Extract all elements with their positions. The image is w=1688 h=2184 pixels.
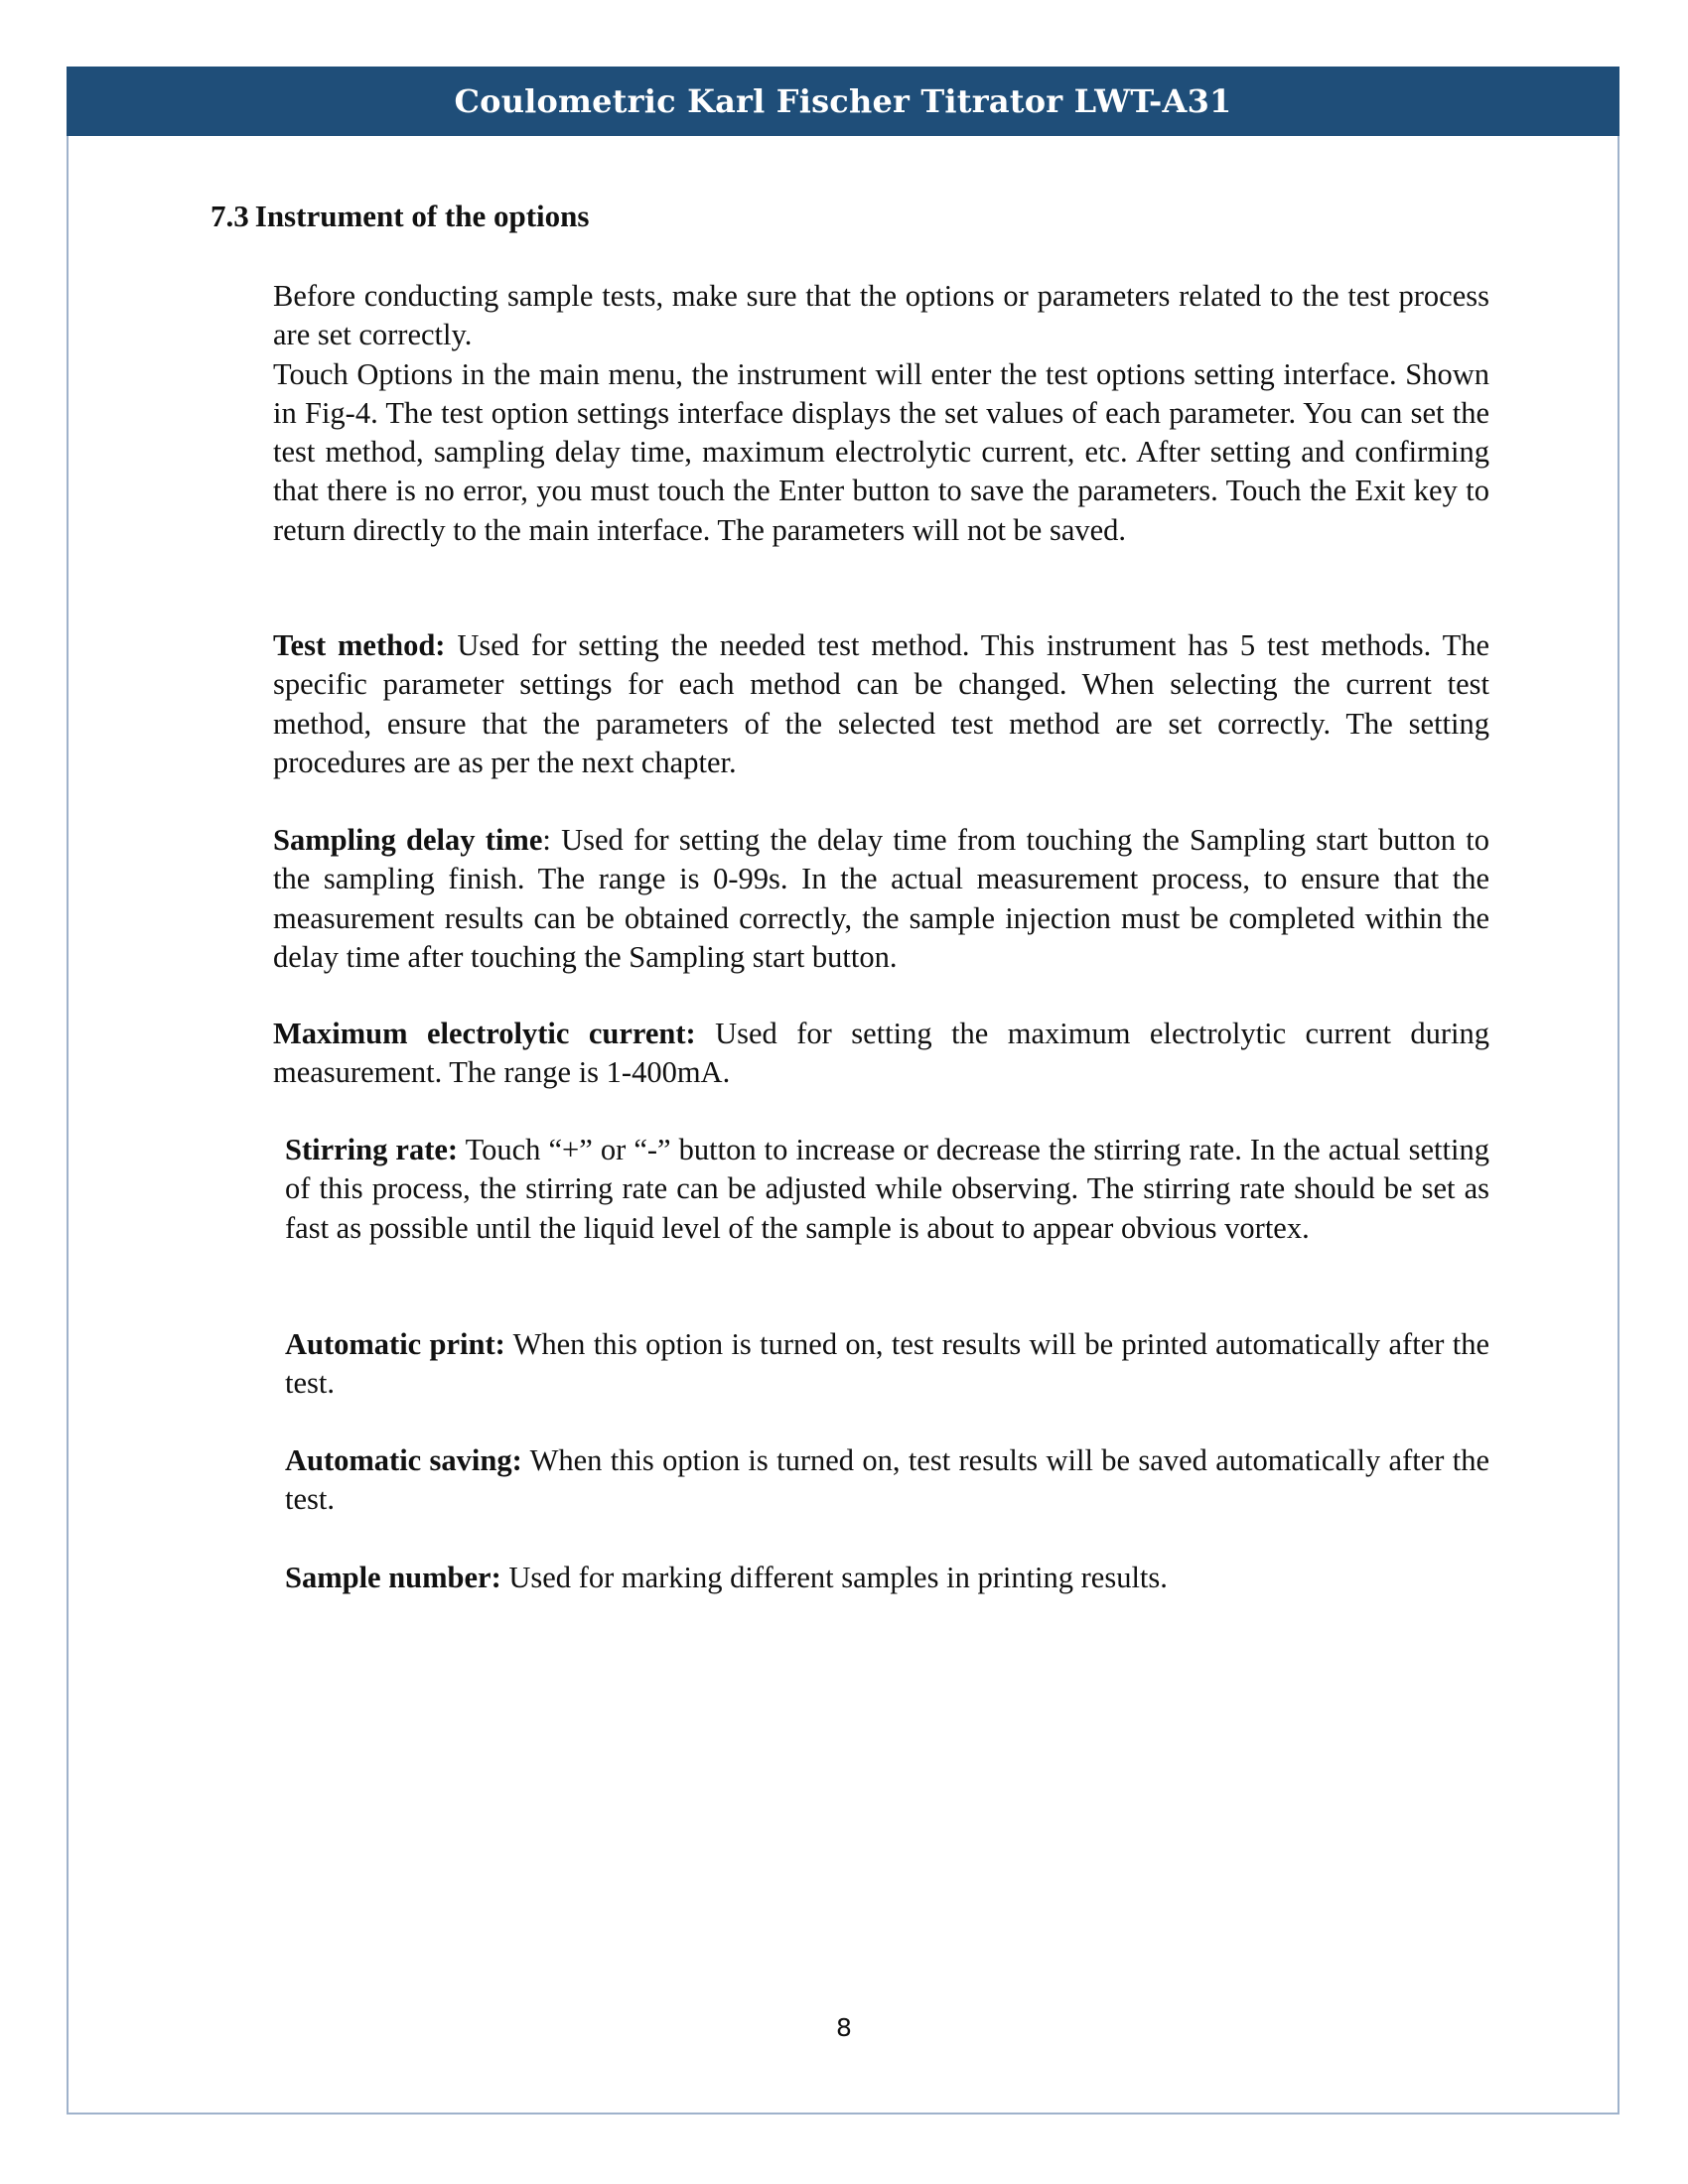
page-number: 8 — [836, 2013, 852, 2042]
intro-sentence-2: Touch Options in the main menu, the instrument will enter the test options setting interface. Shown in Fig-4. The test option settings interface displays the set values of each parameter. You can set the test method, sampling delay time, maximum electrolytic current, etc. After setting and confirming that there is no error, you must touch the Enter button to save the parameters. Touch the Exit key to return directly to the main interface. The parameters will not be saved. — [273, 356, 1489, 547]
option-automatic-saving — [285, 1441, 1489, 1520]
option-description: When this option is turned on, test results will be saved automatically after the test. — [285, 1443, 1489, 1517]
option-term: Test method: — [273, 628, 446, 662]
document-title: Coulometric Karl Fischer Titrator LWT-A31 — [454, 82, 1232, 120]
option-description: When this option is turned on, test results will be printed automatically after the test. — [285, 1327, 1489, 1401]
option-description: : Used for setting the delay time from touching the Sampling start button to the sampling finish. The range is 0-99s. In the actual measurement process, to ensure that the measurement results can be obtained correctly, the sample injection must be completed within the delay time after touching the Sampling start button. — [273, 823, 1489, 974]
option-stirring-rate — [285, 1131, 1489, 1248]
intro-paragraph — [273, 277, 1489, 550]
document-header — [67, 67, 1619, 136]
option-term: Sampling delay time — [273, 823, 543, 857]
option-sampling-delay-time — [273, 821, 1489, 977]
section-heading — [211, 199, 589, 234]
option-maximum-electrolytic-current — [273, 1015, 1489, 1093]
option-description: Touch “+” or “-” button to increase or decrease the stirring rate. In the actual setting of this process, the stirring rate can be adjusted while observing. The stirring rate should be set as fast as possible until the liquid level of the sample is about to appear obvious vortex. — [285, 1133, 1489, 1245]
section-title: Instrument of the options — [254, 199, 590, 233]
option-term: Automatic saving: — [285, 1443, 522, 1477]
option-description: Used for setting the needed test method. This instrument has 5 test methods. The specific parameter settings for each method can be changed. When selecting the current test method, ensure that the parameters of the selected test method are set correctly. The setting procedures are as per the next chapter. — [273, 628, 1489, 779]
option-test-method — [273, 626, 1489, 782]
option-term: Automatic print: — [285, 1327, 505, 1361]
option-automatic-print — [285, 1325, 1489, 1404]
option-term: Maximum electrolytic current: — [273, 1017, 696, 1050]
option-term: Sample number: — [285, 1561, 501, 1594]
option-description: Used for setting the maximum electrolytic current during measurement. The range is 1-400mA. — [273, 1017, 1490, 1090]
option-sample-number — [285, 1559, 1489, 1597]
option-description: Used for marking different samples in printing results. — [500, 1561, 1168, 1594]
intro-sentence-1: Before conducting sample tests, make sure that the options or parameters related to the test process are set correctly. — [273, 279, 1489, 352]
option-term: Stirring rate: — [285, 1133, 459, 1166]
section-number: 7.3 — [211, 199, 249, 233]
